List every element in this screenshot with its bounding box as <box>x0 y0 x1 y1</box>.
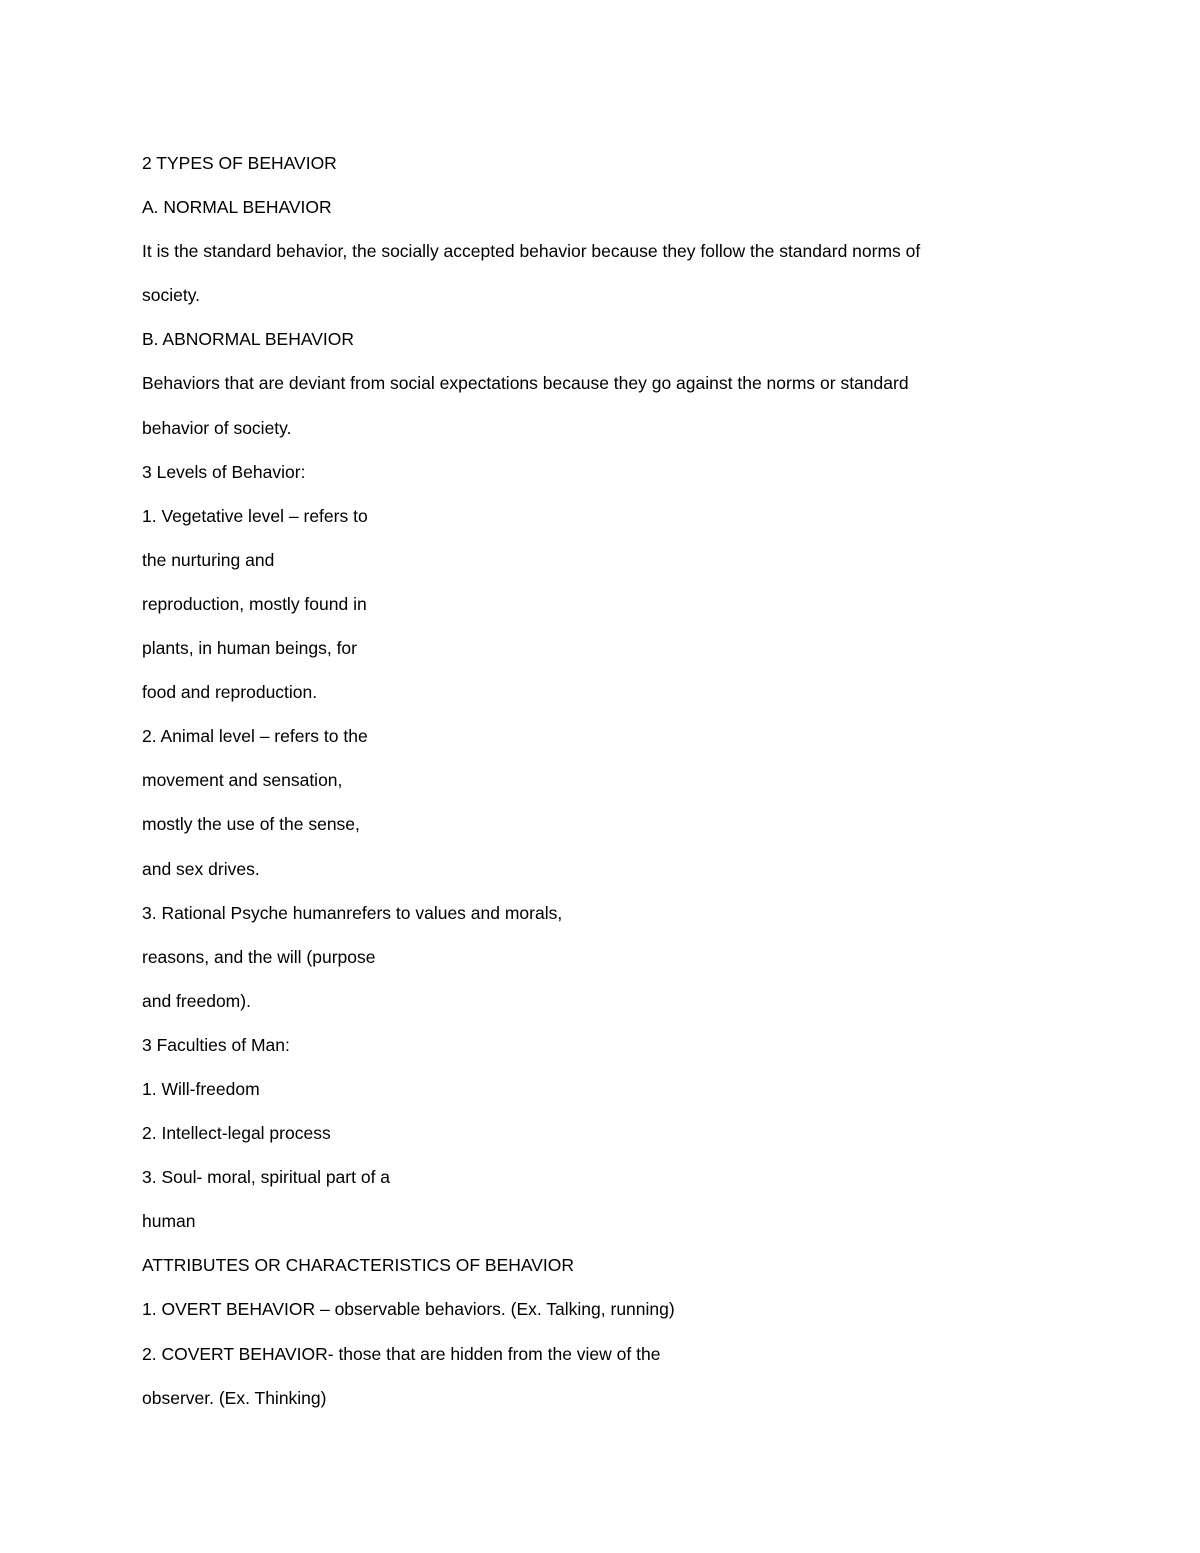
list-item-line: movement and sensation, <box>142 770 343 791</box>
paragraph-line: society. <box>142 285 201 306</box>
heading-levels-of-behavior: 3 Levels of Behavior: <box>142 461 306 482</box>
list-item-line: 2. COVERT BEHAVIOR- those that are hidden from the view of the <box>142 1343 661 1364</box>
list-item-line: 1. Vegetative level – refers to <box>142 505 368 526</box>
list-item-line: mostly the use of the sense, <box>142 814 360 835</box>
heading-faculties-of-man: 3 Faculties of Man: <box>142 1034 290 1055</box>
list-item-line: 2. Intellect-legal process <box>142 1123 331 1144</box>
list-item-line: reproduction, mostly found in <box>142 593 367 614</box>
subheading-normal-behavior: A. NORMAL BEHAVIOR <box>142 197 332 218</box>
heading-attributes-of-behavior: ATTRIBUTES OR CHARACTERISTICS OF BEHAVIOR <box>142 1255 575 1276</box>
list-item-line: 2. Animal level – refers to the <box>142 726 368 747</box>
list-item-line: 1. OVERT BEHAVIOR – observable behaviors. (Ex. Talking, running) <box>142 1299 675 1320</box>
list-item-line: food and reproduction. <box>142 682 318 703</box>
list-item-line: 1. Will-freedom <box>142 1078 260 1099</box>
list-item-line: plants, in human beings, for <box>142 638 357 659</box>
list-item-line: human <box>142 1211 196 1232</box>
list-item-line: the nurturing and <box>142 549 275 570</box>
list-item-line: 3. Rational Psyche humanrefers to values and morals, <box>142 902 563 923</box>
list-item-line: reasons, and the will (purpose <box>142 946 376 967</box>
list-item-line: 3. Soul- moral, spiritual part of a <box>142 1167 391 1188</box>
document-body <box>142 141 1102 1420</box>
list-item-line: and freedom). <box>142 990 251 1011</box>
list-item-line: observer. (Ex. Thinking) <box>142 1387 327 1408</box>
paragraph-line: Behaviors that are deviant from social expectations because they go against the norms or standard <box>142 373 909 394</box>
subheading-abnormal-behavior: B. ABNORMAL BEHAVIOR <box>142 329 354 350</box>
paragraph-line: It is the standard behavior, the socially accepted behavior because they follow the standard norms of <box>142 241 921 262</box>
list-item-line: and sex drives. <box>142 858 260 879</box>
paragraph-line: behavior of society. <box>142 417 292 438</box>
heading-types-of-behavior: 2 TYPES OF BEHAVIOR <box>142 153 337 173</box>
